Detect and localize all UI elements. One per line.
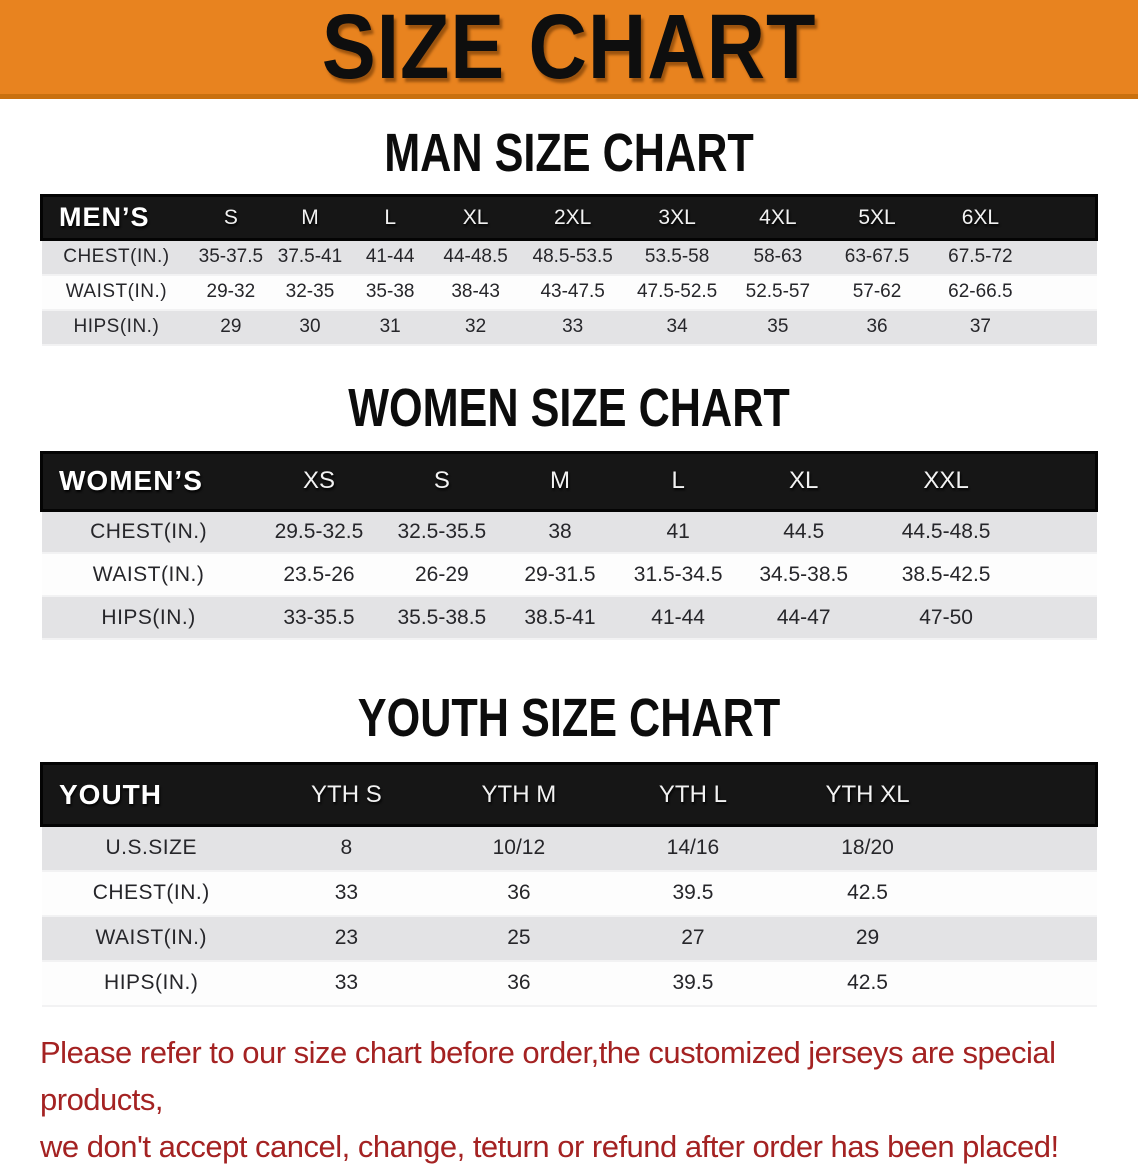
measurement-value: 38.5-42.5 — [901, 562, 991, 586]
measurement-value: 23.5-26 — [283, 562, 355, 586]
row-spacer — [1023, 510, 1097, 553]
measurement-label: WAIST(IN.) — [65, 281, 168, 302]
measurement-value: 37 — [969, 316, 991, 337]
measurement-value: 8 — [340, 836, 353, 860]
measurement-value: 52.5-57 — [745, 281, 811, 302]
measurement-value: 33-35.5 — [283, 605, 355, 629]
measurement-value: 14/16 — [666, 836, 720, 860]
measurement-value: 58-63 — [753, 246, 803, 268]
measurement-row — [42, 510, 1097, 553]
row-spacer — [1033, 275, 1096, 310]
youth-size-table — [40, 762, 1098, 1007]
size-column-header: S — [433, 467, 450, 494]
size-column-header: S — [223, 205, 238, 229]
measurement-label: HIPS(IN.) — [101, 605, 196, 629]
measurement-value: 44.5 — [783, 519, 825, 543]
men-section-heading — [0, 125, 1138, 181]
measurement-row — [42, 871, 1097, 916]
measurement-row — [42, 553, 1097, 596]
measurement-value: 38-43 — [451, 281, 500, 302]
measurement-row — [42, 240, 1097, 275]
row-spacer — [1023, 553, 1097, 596]
measurement-label: CHEST(IN.) — [63, 246, 170, 268]
measurement-value: 41-44 — [365, 246, 415, 268]
size-column-header: XXL — [923, 467, 969, 494]
size-column-header: YTH S — [311, 780, 382, 808]
size-table-header-row — [42, 452, 1097, 510]
measurement-value: 36 — [507, 971, 531, 994]
measurement-row — [42, 916, 1097, 961]
measurement-label: HIPS(IN.) — [73, 316, 160, 337]
measurement-value: 32.5-35.5 — [397, 519, 487, 543]
men-size-table — [40, 194, 1098, 346]
disclaimer-line-1: Please refer to our size chart before order,the customized jerseys are special products, — [40, 1034, 1056, 1117]
measurement-value: 29 — [855, 926, 880, 949]
measurement-value: 38 — [548, 519, 572, 543]
table-group-label: WOMEN’S — [59, 465, 203, 496]
measurement-value: 39.5 — [672, 881, 714, 904]
women-size-table — [40, 451, 1098, 641]
row-spacer — [955, 961, 1096, 1006]
measurement-value: 41 — [666, 519, 690, 543]
measurement-row — [42, 826, 1097, 871]
measurement-value: 31 — [379, 316, 401, 337]
measurement-row — [42, 310, 1097, 345]
measurement-label: HIPS(IN.) — [104, 971, 199, 994]
measurement-value: 34 — [666, 316, 688, 337]
measurement-label: WAIST(IN.) — [92, 562, 205, 586]
measurement-value: 35.5-38.5 — [397, 605, 487, 629]
measurement-value: 34.5-38.5 — [759, 562, 849, 586]
row-spacer — [955, 916, 1096, 961]
measurement-value: 47-50 — [919, 605, 973, 629]
size-column-header: YTH L — [658, 780, 727, 808]
measurement-value: 37.5-41 — [277, 246, 343, 268]
measurement-value: 62-66.5 — [948, 281, 1013, 302]
measurement-value: 32-35 — [285, 281, 335, 302]
measurement-value: 29 — [220, 316, 242, 337]
measurement-value: 48.5-53.5 — [532, 246, 613, 268]
measurement-value: 32 — [465, 316, 487, 337]
size-column-header: XS — [302, 467, 335, 494]
measurement-value: 10/12 — [492, 836, 546, 860]
measurement-value: 35-38 — [365, 281, 415, 302]
measurement-value: 39.5 — [672, 971, 714, 994]
page-title: SIZE CHART — [321, 0, 817, 98]
size-column-header: XL — [789, 467, 819, 494]
measurement-value: 47.5-52.5 — [636, 281, 718, 302]
measurement-value: 41-44 — [651, 605, 705, 629]
measurement-value: 31.5-34.5 — [633, 562, 723, 586]
women-section-heading-text: WOMEN SIZE CHART — [348, 377, 790, 438]
table-group-label: YOUTH — [59, 778, 162, 810]
measurement-value: 36 — [866, 316, 888, 337]
size-column-header: 6XL — [961, 205, 1000, 229]
measurement-value: 29.5-32.5 — [274, 519, 364, 543]
size-table-header-row — [42, 764, 1097, 826]
measurement-value: 44-47 — [776, 605, 831, 629]
measurement-value: 27 — [681, 926, 705, 949]
order-disclaimer — [0, 1029, 1138, 1170]
measurement-value: 25 — [507, 926, 531, 949]
size-column-header: XL — [462, 205, 489, 229]
youth-section-heading — [0, 690, 1138, 746]
measurement-label: U.S.SIZE — [105, 836, 197, 860]
youth-section-heading-text: YOUTH SIZE CHART — [357, 688, 781, 748]
measurement-row — [42, 596, 1097, 639]
measurement-value: 33 — [562, 316, 584, 337]
measurement-value: 42.5 — [847, 971, 888, 994]
size-column-header: YTH M — [481, 780, 557, 808]
measurement-label: CHEST(IN.) — [90, 519, 208, 543]
size-chart-banner — [0, 0, 1138, 99]
women-section-heading — [0, 377, 1138, 438]
measurement-value: 23 — [334, 926, 359, 949]
size-column-header: L — [671, 467, 685, 494]
measurement-value: 33 — [334, 881, 359, 904]
men-section-heading-text: MAN SIZE CHART — [384, 123, 754, 183]
size-column-header: M — [301, 205, 319, 229]
header-spacer — [955, 764, 1096, 826]
size-column-header: L — [384, 205, 396, 229]
measurement-value: 36 — [507, 881, 531, 904]
measurement-value: 30 — [299, 316, 321, 337]
measurement-value: 33 — [334, 971, 359, 994]
size-column-header: M — [550, 467, 570, 494]
measurement-value: 43-47.5 — [540, 281, 605, 302]
size-column-header: 4XL — [759, 205, 797, 229]
disclaimer-line-2: we don't accept cancel, change, teturn or refund after order has been placed! — [40, 1128, 1059, 1164]
measurement-row — [42, 961, 1097, 1006]
measurement-value: 18/20 — [841, 836, 894, 860]
header-spacer — [1033, 196, 1096, 240]
row-spacer — [1023, 596, 1097, 639]
size-table-header-row — [42, 196, 1097, 240]
measurement-value: 35 — [767, 316, 789, 337]
table-group-label: MEN’S — [59, 202, 150, 232]
measurement-value: 42.5 — [847, 881, 888, 904]
measurement-value: 57-62 — [852, 281, 902, 302]
measurement-value: 44-48.5 — [443, 246, 508, 268]
header-spacer — [1023, 452, 1097, 510]
measurement-value: 35-37.5 — [198, 246, 264, 268]
measurement-label: CHEST(IN.) — [92, 881, 210, 904]
size-column-header: 5XL — [858, 205, 896, 229]
row-spacer — [1033, 240, 1096, 275]
measurement-row — [42, 275, 1097, 310]
measurement-value: 44.5-48.5 — [901, 519, 991, 543]
measurement-label: WAIST(IN.) — [95, 926, 207, 949]
row-spacer — [955, 871, 1096, 916]
measurement-value: 26-29 — [414, 562, 469, 586]
measurement-value: 29-32 — [206, 281, 256, 302]
row-spacer — [955, 826, 1096, 871]
measurement-value: 38.5-41 — [524, 605, 596, 629]
measurement-value: 63-67.5 — [844, 246, 910, 268]
size-column-header: 3XL — [658, 205, 696, 229]
measurement-value: 53.5-58 — [644, 246, 710, 268]
measurement-value: 29-31.5 — [524, 562, 596, 586]
size-column-header: 2XL — [553, 205, 592, 229]
measurement-value: 67.5-72 — [948, 246, 1013, 268]
row-spacer — [1033, 310, 1096, 345]
size-column-header: YTH XL — [825, 780, 910, 808]
